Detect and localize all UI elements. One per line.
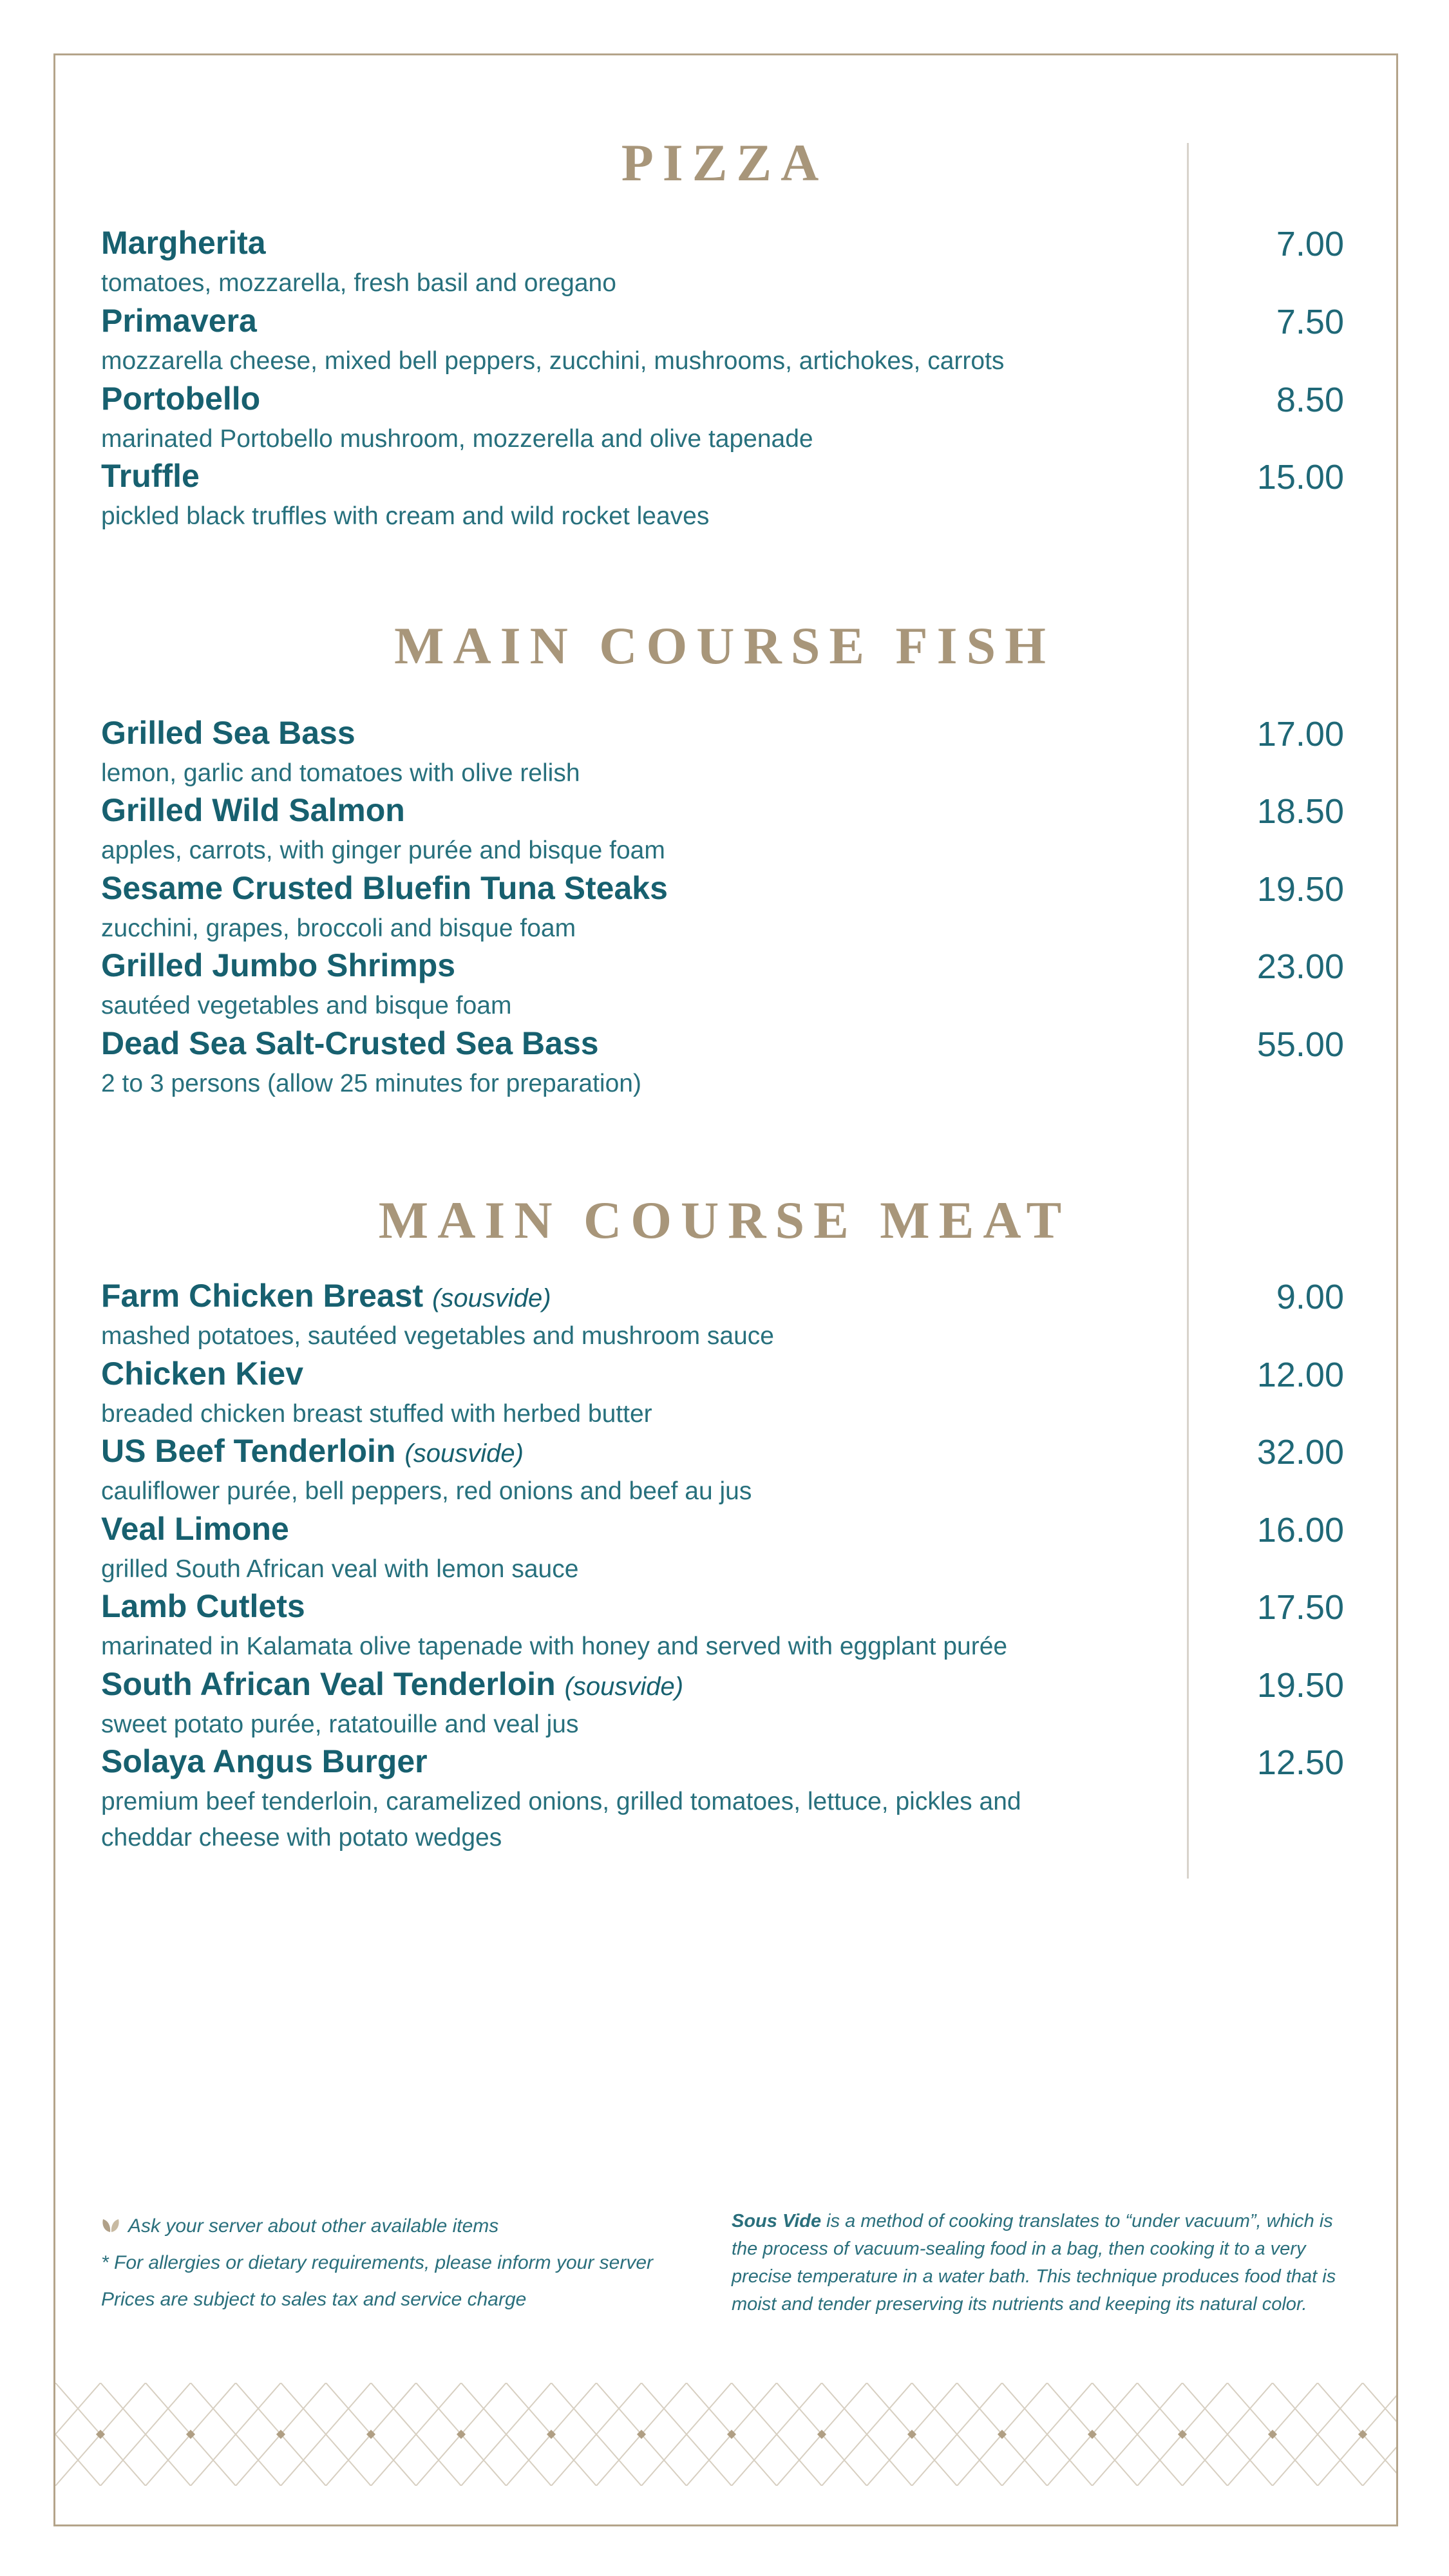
menu-item [101,794,1344,869]
item-note: (sousvide) [564,1672,684,1701]
menu-item [101,460,1344,535]
menu-item [101,227,1344,301]
item-description: pickled black truffles with cream and wild rocket leaves [101,502,710,530]
item-name: Solaya Angus Burger [101,1743,428,1779]
item-description: sautéed vegetables and bisque foam [101,992,512,1019]
item-price: 15.00 [1256,458,1344,497]
sous-vide-term: Sous Vide [732,2211,822,2231]
footer-note: * For allergies or dietary requirements, please inform your server [101,2252,654,2273]
sous-vide-text: is a method of cooking translates to “under vacuum”, which is the process of vacuum-sealing food in a bag, then cooking it to a very precise temperature in a water bath. This technique produces food that is moist and tender preserving its nutrients and keeping its natural color. [732,2211,1336,2315]
item-description: sweet potato purée, ratatouille and veal jus [101,1710,579,1738]
menu-item [101,383,1344,457]
menu-item [101,1668,1344,1743]
section-title: MAIN COURSE MEAT [378,1191,1071,1249]
sous-vide-explanation [732,2208,1337,2318]
pattern-lines [55,2383,1396,2486]
menu-item [101,717,1344,791]
item-name: Truffle [101,458,200,494]
item-name: Chicken Kiev [101,1356,304,1392]
menu-item [101,305,1344,379]
item-description: mozzarella cheese, mixed bell peppers, zucchini, mushrooms, artichokes, carrots [101,347,1005,375]
menu-item [101,1513,1344,1587]
item-name: Grilled Jumbo Shrimps [101,947,456,983]
item-description: zucchini, grapes, broccoli and bisque foam [101,914,576,942]
item-description: lemon, garlic and tomatoes with olive relish [101,759,580,787]
footer-note: Ask your server about other available items [101,2215,681,2252]
item-price: 18.50 [1256,792,1344,831]
item-price: 8.50 [1276,381,1344,419]
leaf-icon [101,2217,120,2233]
item-price: 12.00 [1256,1356,1344,1394]
item-price: 7.50 [1276,303,1344,341]
item-price: 16.00 [1256,1511,1344,1549]
item-description: premium beef tenderloin, caramelized onions, grilled tomatoes, lettuce, pickles and cheddar cheese with potato wedges [101,1788,1021,1852]
item-description: breaded chicken breast stuffed with herbed butter [101,1400,652,1428]
item-name: Margherita [101,225,266,261]
item-description: marinated in Kalamata olive tapenade with honey and served with eggplant purée [101,1633,1008,1660]
footer-note: Prices are subject to sales tax and service charge [101,2289,527,2310]
item-price: 17.50 [1256,1588,1344,1627]
item-name: Portobello [101,381,261,417]
menu-item [101,1280,1344,1354]
item-description: marinated Portobello mushroom, mozzerella and olive tapenade [101,425,813,453]
item-name: Primavera [101,303,257,339]
menu-item [101,949,1344,1024]
menu-item [101,1745,1344,1856]
footer-notes [101,2215,681,2325]
item-description: 2 to 3 persons (allow 25 minutes for preparation) [101,1070,641,1097]
section-title: PIZZA [621,133,828,192]
menu-item [101,1358,1344,1432]
item-price: 7.00 [1276,225,1344,263]
item-name: Grilled Wild Salmon [101,792,405,828]
menu-item [101,872,1344,947]
menu-item [101,1590,1344,1665]
item-price: 17.00 [1256,715,1344,753]
decorative-pattern [55,2383,1396,2486]
item-note: (sousvide) [432,1284,551,1312]
item-description: apples, carrots, with ginger purée and bisque foam [101,837,665,864]
item-description: tomatoes, mozzarella, fresh basil and oregano [101,269,616,297]
menu-item [101,1435,1344,1510]
item-price: 55.00 [1256,1025,1344,1064]
item-name: South African Veal Tenderloin (sousvide) [101,1666,684,1702]
item-price: 19.50 [1256,1666,1344,1705]
item-description: grilled South African veal with lemon sauce [101,1555,579,1583]
item-price: 12.50 [1256,1743,1344,1782]
item-description: cauliflower purée, bell peppers, red onions and beef au jus [101,1477,752,1505]
item-note: (sousvide) [404,1439,524,1468]
item-name: Veal Limone [101,1511,289,1547]
item-name: US Beef Tenderloin (sousvide) [101,1433,524,1469]
item-name: Farm Chicken Breast (sousvide) [101,1278,551,1314]
item-name: Lamb Cutlets [101,1588,305,1624]
item-price: 32.00 [1256,1433,1344,1472]
item-description: mashed potatoes, sautéed vegetables and mushroom sauce [101,1322,775,1350]
item-name: Dead Sea Salt-Crusted Sea Bass [101,1025,599,1061]
item-name: Grilled Sea Bass [101,715,355,751]
menu-item [101,1027,1344,1102]
section-title: MAIN COURSE FISH [394,616,1055,675]
item-price: 19.50 [1256,870,1344,909]
item-price: 9.00 [1276,1278,1344,1316]
item-name: Sesame Crusted Bluefin Tuna Steaks [101,870,668,906]
item-price: 23.00 [1256,947,1344,986]
